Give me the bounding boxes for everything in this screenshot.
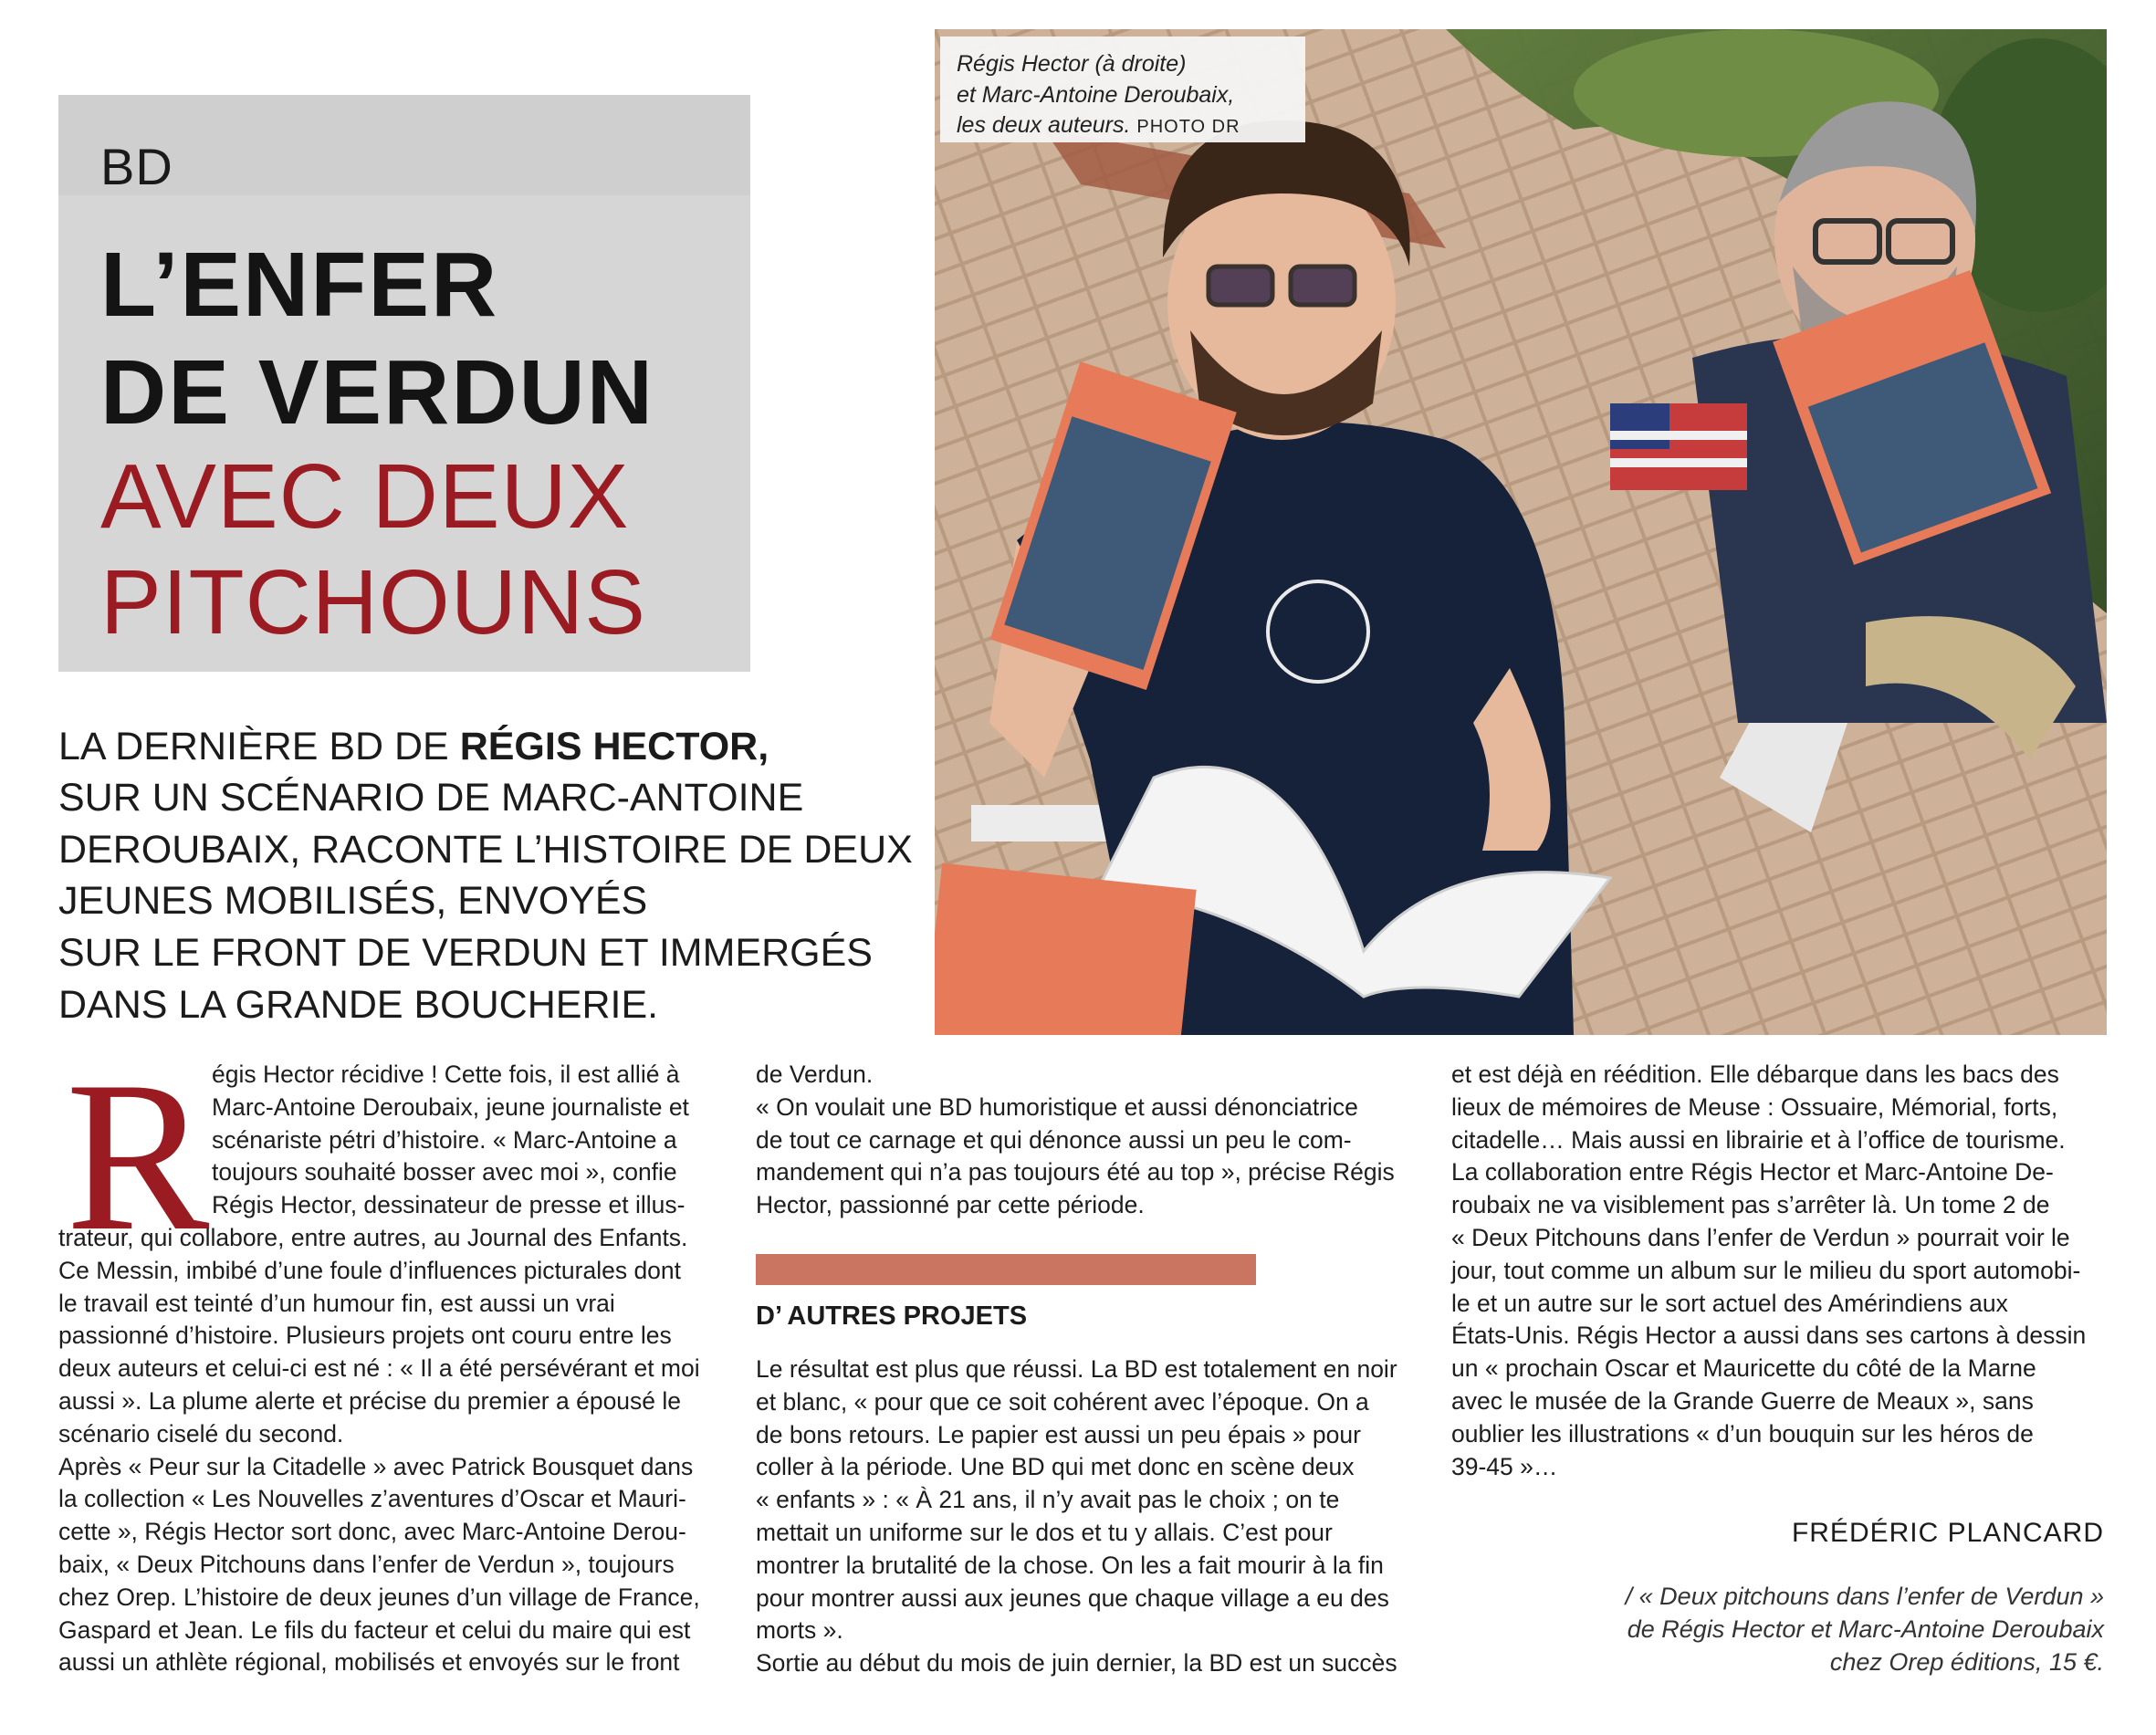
col3-line: « Deux Pitchouns dans l’enfer de Verdun » pourrait voir le xyxy=(1451,1224,2070,1251)
col1-line: Gaspard et Jean. Le fils du facteur et celui du maire qui est xyxy=(58,1615,691,1644)
col1-line: Après « Peur sur la Citadelle » avec Patrick Bousquet dans xyxy=(58,1452,694,1480)
col2bottom-line: Le résultat est plus que réussi. La BD est totalement en noir xyxy=(756,1355,1397,1383)
title-line-1: L’ENFER xyxy=(100,234,499,336)
col1-line: aussi ». La plume alerte et précise du premier a épousé le xyxy=(58,1387,682,1415)
col1-line: cette », Régis Hector sort donc, avec Marc-Antoine Derou- xyxy=(58,1518,686,1546)
col2bottom-line: mettait un uniforme sur le dos et tu y allais. C’est pour xyxy=(756,1519,1333,1546)
col1-line: scénariste pétri d’histoire. « Marc-Antoine a xyxy=(212,1125,677,1154)
lead-line-1: LA DERNIÈRE BD DE RÉGIS HECTOR, xyxy=(58,725,769,768)
title-line-3: AVEC DEUX xyxy=(100,445,630,548)
col3-line: lieux de mémoires de Meuse : Ossuaire, Mémorial, forts, xyxy=(1451,1092,2058,1121)
col3-line: 39-45 »… xyxy=(1451,1452,1558,1480)
credits-line-3: chez Orep éditions, 15 €. xyxy=(1829,1648,2104,1676)
col1-line: chez Orep. L’histoire de deux jeunes d’un village de France, xyxy=(58,1583,700,1611)
lead-line-5: SUR LE FRONT DE VERDUN ET IMMERGÉS xyxy=(58,931,873,975)
col3-line: un « prochain Oscar et Mauricette du côté de la Marne xyxy=(1451,1354,2036,1383)
col2top-line: de tout ce carnage et qui dénonce aussi un peu le com- xyxy=(756,1125,1352,1154)
col2bottom-line: coller à la période. Une BD qui met donc en scène deux xyxy=(756,1453,1355,1481)
col1-line: trateur, qui collabore, entre autres, au Journal des Enfants. xyxy=(58,1224,688,1251)
col1-line: scénario ciselé du second. xyxy=(58,1419,344,1448)
col2top-line: Hector, passionné par cette période. xyxy=(756,1191,1145,1219)
col3-line: jour, tout comme un album sur le milieu du sport automobi- xyxy=(1451,1256,2081,1284)
photo-illustration xyxy=(935,29,2107,1035)
title-line-2: DE VERDUN xyxy=(100,341,654,444)
section-bar xyxy=(756,1254,1256,1285)
col2top-line: « On voulait une BD humoristique et aussi dénonciatrice xyxy=(756,1092,1358,1121)
col3-line: États-Unis. Régis Hector a aussi dans ses cartons à dessin xyxy=(1451,1322,2087,1350)
photo-caption-line-3: les deux auteurs. PHOTO DR xyxy=(957,112,1240,138)
col2bottom-line: de bons retours. Le papier est aussi un peu épais » pour xyxy=(756,1420,1361,1448)
col2bottom-line: montrer la brutalité de la chose. On les a fait mourir à la fin xyxy=(756,1551,1384,1579)
col2top-line: de Verdun. xyxy=(756,1061,874,1088)
author-signature: FRÉDÉRIC PLANCARD xyxy=(1791,1518,2104,1548)
credits-line-2: de Régis Hector et Marc-Antoine Deroubaix xyxy=(1627,1615,2104,1643)
col2bottom-line: « enfants » : « À 21 ans, il n’y avait pas le choix ; on te xyxy=(756,1486,1340,1514)
drop-cap: R xyxy=(66,1038,210,1276)
rubric-label: BD xyxy=(100,138,173,195)
col3-line: citadelle… Mais aussi en librairie et à l’office de tourisme. xyxy=(1451,1125,2066,1154)
col2bottom-line: Sortie au début du mois de juin dernier, la BD est un succès xyxy=(756,1649,1397,1678)
col2top-line: mandement qui n’a pas toujours été au top », précise Régis xyxy=(756,1158,1395,1186)
col1-line: passionné d’histoire. Plusieurs projets ont couru entre les xyxy=(58,1322,672,1350)
col1-line: Marc-Antoine Deroubaix, jeune journaliste et xyxy=(212,1092,689,1121)
col1-line: Ce Messin, imbibé d’une foule d’influences picturales dont xyxy=(58,1256,682,1284)
photo-caption-line-1: Régis Hector (à droite) xyxy=(957,51,1187,77)
col3-line: La collaboration entre Régis Hector et Marc-Antoine De- xyxy=(1451,1158,2054,1186)
lead-line-4: JEUNES MOBILISÉS, ENVOYÉS xyxy=(58,879,648,923)
lead-line-3: DEROUBAIX, RACONTE L’HISTOIRE DE DEUX xyxy=(58,828,913,872)
authors-photo xyxy=(935,29,2107,1035)
col1-line: le travail est teinté d’un humour fin, est aussi un vrai xyxy=(58,1289,615,1317)
col2bottom-line: morts ». xyxy=(756,1616,843,1645)
title-line-4: PITCHOUNS xyxy=(100,551,646,653)
col2bottom-line: et blanc, « pour que ce soit cohérent avec l’époque. On a xyxy=(756,1387,1369,1416)
col2bottom-line: pour montrer aussi aux jeunes que chaque village a eu des xyxy=(756,1583,1389,1612)
col1-line: baix, « Deux Pitchouns dans l’enfer de Verdun », toujours xyxy=(58,1551,675,1578)
col1-line: égis Hector récidive ! Cette fois, il est allié à xyxy=(212,1061,680,1088)
photo-caption-line-2: et Marc-Antoine Deroubaix, xyxy=(957,82,1235,108)
lead-line-6: DANS LA GRANDE BOUCHERIE. xyxy=(58,983,659,1027)
col1-line: Régis Hector, dessinateur de presse et illus- xyxy=(212,1191,686,1219)
credits-line-1: / « Deux pitchouns dans l’enfer de Verdun » xyxy=(1625,1583,2104,1610)
lead-line-2: SUR UN SCÉNARIO DE MARC-ANTOINE xyxy=(58,776,804,820)
section-title: D’ AUTRES PROJETS xyxy=(756,1301,1028,1331)
col1-line: toujours souhaité bosser avec moi », confie xyxy=(212,1158,677,1186)
col1-line: deux auteurs et celui-ci est né : « Il a été persévérant et moi xyxy=(58,1354,700,1383)
col1-line: aussi un athlète régional, mobilisés et envoyés sur le front xyxy=(58,1648,680,1677)
col3-line: avec le musée de la Grande Guerre de Meaux », sans xyxy=(1451,1387,2034,1415)
col3-line: et est déjà en réédition. Elle débarque dans les bacs des xyxy=(1451,1061,2059,1088)
col1-line: la collection « Les Nouvelles z’aventures d’Oscar et Mauri- xyxy=(58,1485,686,1513)
col3-line: roubaix ne va visiblement pas s’arrêter là. Un tome 2 de xyxy=(1451,1191,2050,1219)
col3-line: oublier les illustrations « d’un bouquin sur les héros de xyxy=(1451,1419,2034,1448)
col3-line: le et un autre sur le sort actuel des Amérindiens aux xyxy=(1451,1289,2008,1317)
author-name: RÉGIS HECTOR, xyxy=(459,725,769,768)
photo-credit: PHOTO DR xyxy=(1136,117,1240,137)
